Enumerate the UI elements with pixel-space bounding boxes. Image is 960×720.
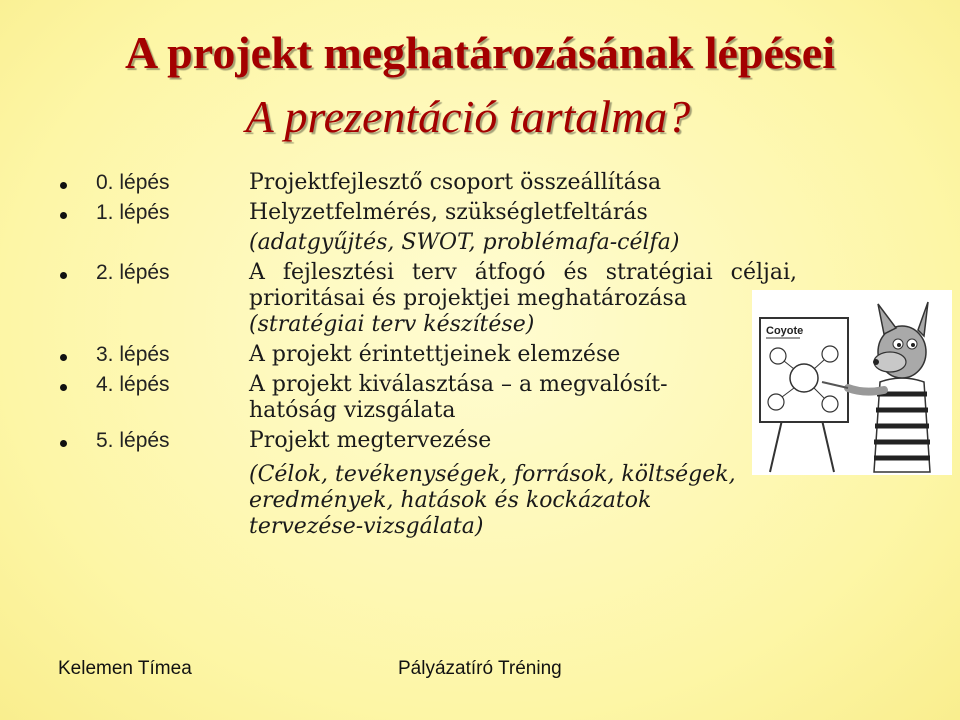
list-item-continued (60, 514, 820, 540)
steps-list (60, 170, 820, 540)
slide-subtitle: A prezentáció tartalma? (245, 91, 691, 142)
step-label: 3. lépés (96, 343, 170, 366)
list-item (60, 200, 820, 230)
step-label: 0. lépés (96, 171, 170, 194)
bullet-icon (60, 272, 67, 279)
bullet-icon (60, 212, 67, 219)
step-label: 4. lépés (96, 373, 170, 396)
board-label: Coyote (766, 325, 804, 337)
step-detail: tervezése-vizsgálata) (249, 514, 484, 539)
list-item (60, 260, 820, 286)
step-text: Projekt megtervezése (249, 428, 492, 453)
step-detail: (adatgyűjtés, SWOT, problémafa-célfa) (249, 230, 680, 255)
slide-title: A projekt meghatározásának lépései (125, 27, 835, 78)
list-item (60, 372, 820, 398)
list-item-continued (60, 286, 820, 312)
step-text: hatóság vizsgálata (249, 398, 456, 423)
step-text: A projekt érintettjeinek elemzése (249, 342, 621, 367)
step-text: Projektfejlesztő csoport összeállítása (249, 170, 662, 195)
step-label: 5. lépés (96, 429, 170, 452)
bullet-icon (60, 384, 67, 391)
step-label: 2. lépés (96, 261, 170, 284)
coyote-presenter-illustration (752, 290, 952, 475)
step-label: 1. lépés (96, 201, 170, 224)
footer-author: Kelemen Tímea (58, 658, 192, 679)
list-item (60, 428, 820, 462)
step-detail: (Célok, tevékenységek, források, költségek, (249, 462, 736, 487)
step-detail: (stratégiai terv készítése) (249, 312, 535, 337)
step-text: A projekt kiválasztása – a megvalósít- (249, 372, 668, 397)
step-detail: eredmények, hatások és kockázatok (249, 488, 652, 513)
bullet-icon (60, 182, 67, 189)
step-text: prioritásai és projektjei meghatározása (249, 286, 687, 311)
list-item (60, 342, 820, 372)
list-item (60, 170, 820, 200)
footer-event: Pályázatíró Tréning (398, 658, 562, 679)
list-item-continued (60, 462, 820, 488)
bullet-icon (60, 354, 67, 361)
list-item-continued (60, 230, 820, 260)
list-item-continued (60, 312, 820, 342)
bullet-icon (60, 440, 67, 447)
list-item-continued (60, 398, 820, 428)
list-item-continued (60, 488, 820, 514)
step-text: Helyzetfelmérés, szükségletfeltárás (249, 200, 648, 225)
step-text: A fejlesztési terv átfogó és stratégiai céljai, (249, 260, 797, 285)
